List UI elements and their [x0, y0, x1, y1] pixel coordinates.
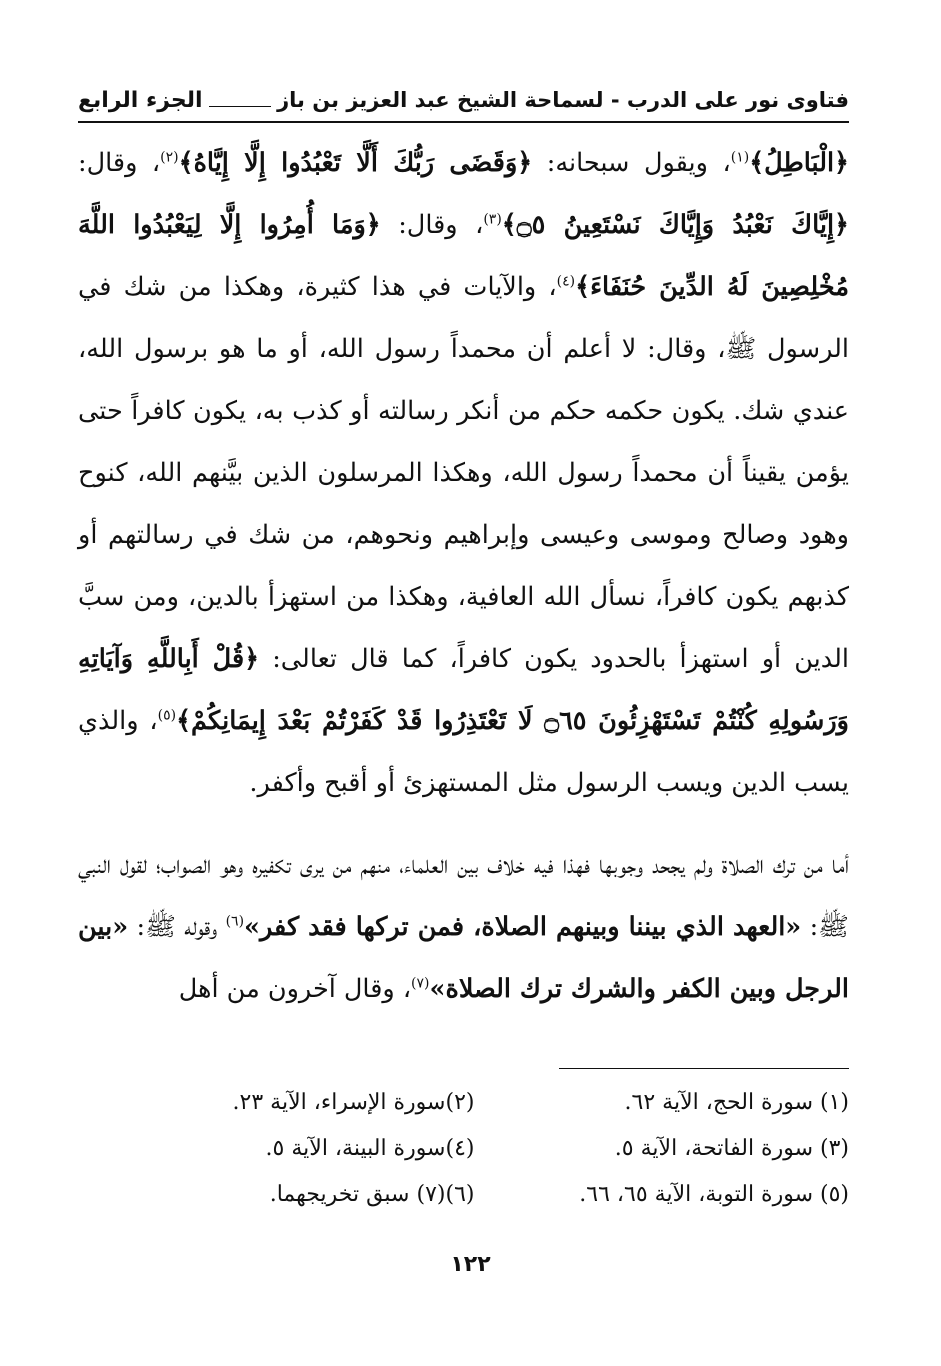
footnote-divider	[559, 1068, 849, 1069]
body-text: أما من ترك الصلاة ولم يجحد وجوبها فهذا فيه خلاف بين العلماء، منهم من يرى تكفيره وهو الصواب؛ لقول النبي ﷺ:	[78, 850, 849, 942]
footnote-ref: (٤)	[556, 273, 576, 290]
quran-verse: ﴿الْبَاطِلُ﴾	[749, 148, 849, 178]
hadith-quote: «العهد الذي بيننا وبينهم الصلاة، فمن تركها فقد كفر»	[244, 912, 802, 942]
body-text: ، ويقول سبحانه:	[532, 148, 731, 178]
footnote-ref: (٣)	[483, 211, 502, 228]
quran-verse: ﴿وَمَا أُمِرُوا إِلَّا لِيَعْبُدُوا اللَّهَ مُخْلِصِينَ لَهُ الدِّينَ حُنَفَاءَ﴾	[78, 210, 849, 302]
footnote-ref: (٥)	[157, 707, 177, 724]
footnote-ref: (٦)	[225, 913, 245, 930]
footnote: (٣) سورة الفاتحة، الآية ٥.	[614, 1136, 849, 1161]
quran-verse: ﴿وَقَضَى رَبُّكَ أَلَّا تَعْبُدُوا إِلَّا إِيَّاهُ﴾	[178, 148, 533, 178]
footnote: (٥) سورة التوبة، الآية ٦٥، ٦٦.	[579, 1182, 849, 1207]
hadith-quote: «بين الرجل وبين الكفر والشرك ترك الصلاة»	[78, 912, 849, 1004]
body-text: ، وقال:	[78, 148, 161, 178]
page-number: ١٢٢	[450, 1252, 491, 1277]
running-header	[78, 80, 849, 120]
body-text: ، وقال:	[380, 210, 484, 240]
paragraph-1	[78, 132, 849, 814]
footnote: (٦)(٧) سبق تخريجهما.	[269, 1182, 475, 1207]
body-text: وقوله ﷺ:	[128, 912, 226, 942]
quran-verse: ﴿قُلْ أَبِاللَّهِ وَآيَاتِهِ وَرَسُولِهِ كُنْتُمْ تَسْتَهْزِئُونَ ۝٦٥ لَا تَعْتَذِرُوا قَدْ كَفَرْتُمْ بَعْدَ إِيمَانِكُمْ﴾	[78, 644, 849, 736]
quran-verse: ﴿إِيَّاكَ نَعْبُدُ وَإِيَّاكَ نَسْتَعِينُ ۝٥﴾	[501, 210, 849, 240]
footnote: (٢)سورة الإسراء، الآية ٢٣.	[232, 1090, 475, 1115]
body-text: ، وقال آخرون من أهل	[178, 974, 412, 1004]
footnote-ref: (٧)	[411, 975, 430, 992]
main-text	[78, 132, 849, 1020]
footnote-ref: (٢)	[160, 149, 179, 166]
body-text: ، والآيات في هذا كثيرة، وهكذا من شك في الرسول ﷺ، وقال: لا أعلم أن محمداً رسول الله، أو ما هو برسول الله، عندي شك. يكون حكمه حكم من أنكر رسالته أو كذب به، يكون كافراً حتى يؤمن يقيناً أن محمداً رسول الله، وهكذا المرسلون الذين بيَّنهم الله، كنوح وهود وصالح وموسى وعيسى وإبراهيم ونحوهم، من شك في رسالتهم أو كذبهم يكون كافراً، نسأل الله العافية، وهكذا من استهزأ بالدين، ومن سبَّ الدين أو استهزأ بالحدود يكون كافراً، كما قال تعالى:	[78, 272, 849, 674]
header-dash-rule	[209, 106, 271, 107]
footnote-ref: (١)	[730, 149, 750, 166]
header-divider	[78, 121, 849, 123]
book-title: فتاوى نور على الدرب - لسماحة الشيخ عبد العزيز بن باز	[277, 88, 849, 112]
paragraph-2	[78, 834, 849, 1020]
volume-label: الجزء الرابع	[78, 87, 203, 113]
footnote: (٤)سورة البينة، الآية ٥.	[265, 1136, 475, 1161]
body-text: ، والذي يسب الدين ويسب الرسول مثل المستهزئ أو أقبح وأكفر.	[78, 706, 849, 798]
footnote: (١) سورة الحج، الآية ٦٢.	[624, 1090, 849, 1115]
footnotes	[100, 1080, 849, 1218]
